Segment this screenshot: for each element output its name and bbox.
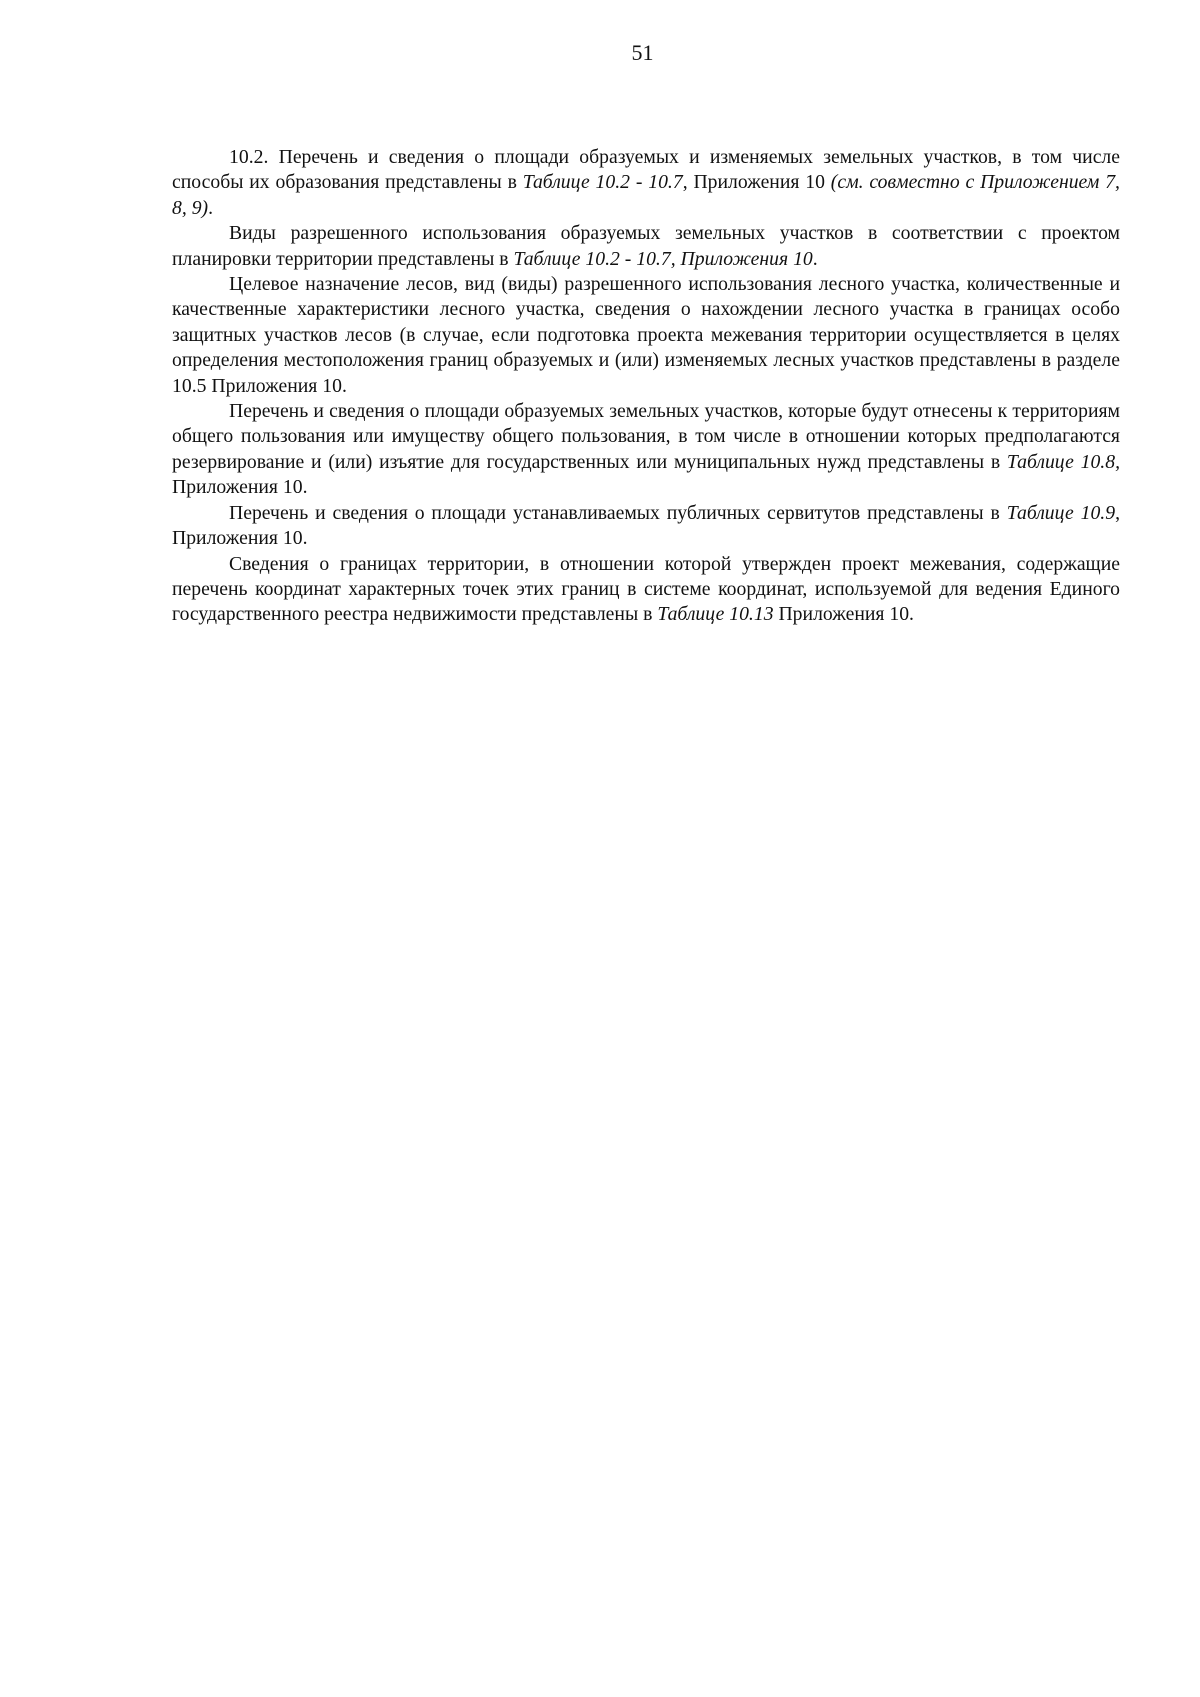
paragraph	[172, 552, 1120, 628]
italic-text-run: Таблице 10.2 - 10.7	[522, 171, 683, 194]
paragraph	[172, 221, 1120, 272]
italic-text-run: Таблице 10.13	[657, 603, 774, 626]
text-run: Приложения 10.	[172, 476, 308, 499]
paragraph	[172, 501, 1120, 552]
text-run: 10.2. Перечень и сведения о площади образуемых и изменяемых земельных участков, в том числе способы их образования представлены в	[172, 146, 1120, 194]
text-run: , Приложения 10.	[172, 501, 1120, 550]
text-run: Приложения 10.	[773, 603, 914, 626]
italic-text-run: Таблице 10.2 - 10.7, Приложения 10	[513, 247, 813, 270]
text-run: Сведения о границах территории, в отношении которой утвержден проект межевания, содержащие перечень координат характерных точек этих границ в системе координат, используемой для ведения Единого государственного реестра недвижимости представлены в	[172, 552, 1120, 626]
paragraph	[172, 272, 1120, 399]
page-number: 51	[631, 40, 654, 65]
text-run: .	[812, 247, 818, 270]
text-run: Перечень и сведения о площади устанавливаемых публичных сервитутов представлены в	[229, 501, 1007, 524]
text-run: Виды разрешенного использования образуемых земельных участков в соответствии с проектом планировки территории представлены в	[172, 222, 1120, 270]
italic-text-run: Таблице 10.8,	[1006, 450, 1120, 473]
document-body	[172, 145, 1120, 628]
italic-text-run: (см. совместно с Приложением 7, 8, 9)	[172, 171, 1120, 219]
paragraph	[172, 399, 1120, 501]
text-run: Целевое назначение лесов, вид (виды) разрешенного использования лесного участка, количественные и качественные характеристики лесного участка, сведения о нахождении лесного участка в границах особо защитных участков лесов (в случае, если подготовка проекта межевания территории осуществляется в целях определения местоположения границ образуемых и (или) изменяемых лесных участков представлены в разделе 10.5 Приложения 10.	[172, 273, 1120, 397]
paragraph	[172, 145, 1120, 221]
italic-text-run: Таблице 10.9	[1006, 501, 1116, 524]
text-run: Перечень и сведения о площади образуемых земельных участков, которые будут отнесены к территориям общего пользования или имуществу общего пользования, в том числе в отношении которых предполагаются резервирование и (или) изъятие для государственных или муниципальных нужд представлены в	[172, 400, 1120, 473]
text-run: .	[208, 196, 214, 219]
text-run: , Приложения 10	[682, 171, 831, 194]
